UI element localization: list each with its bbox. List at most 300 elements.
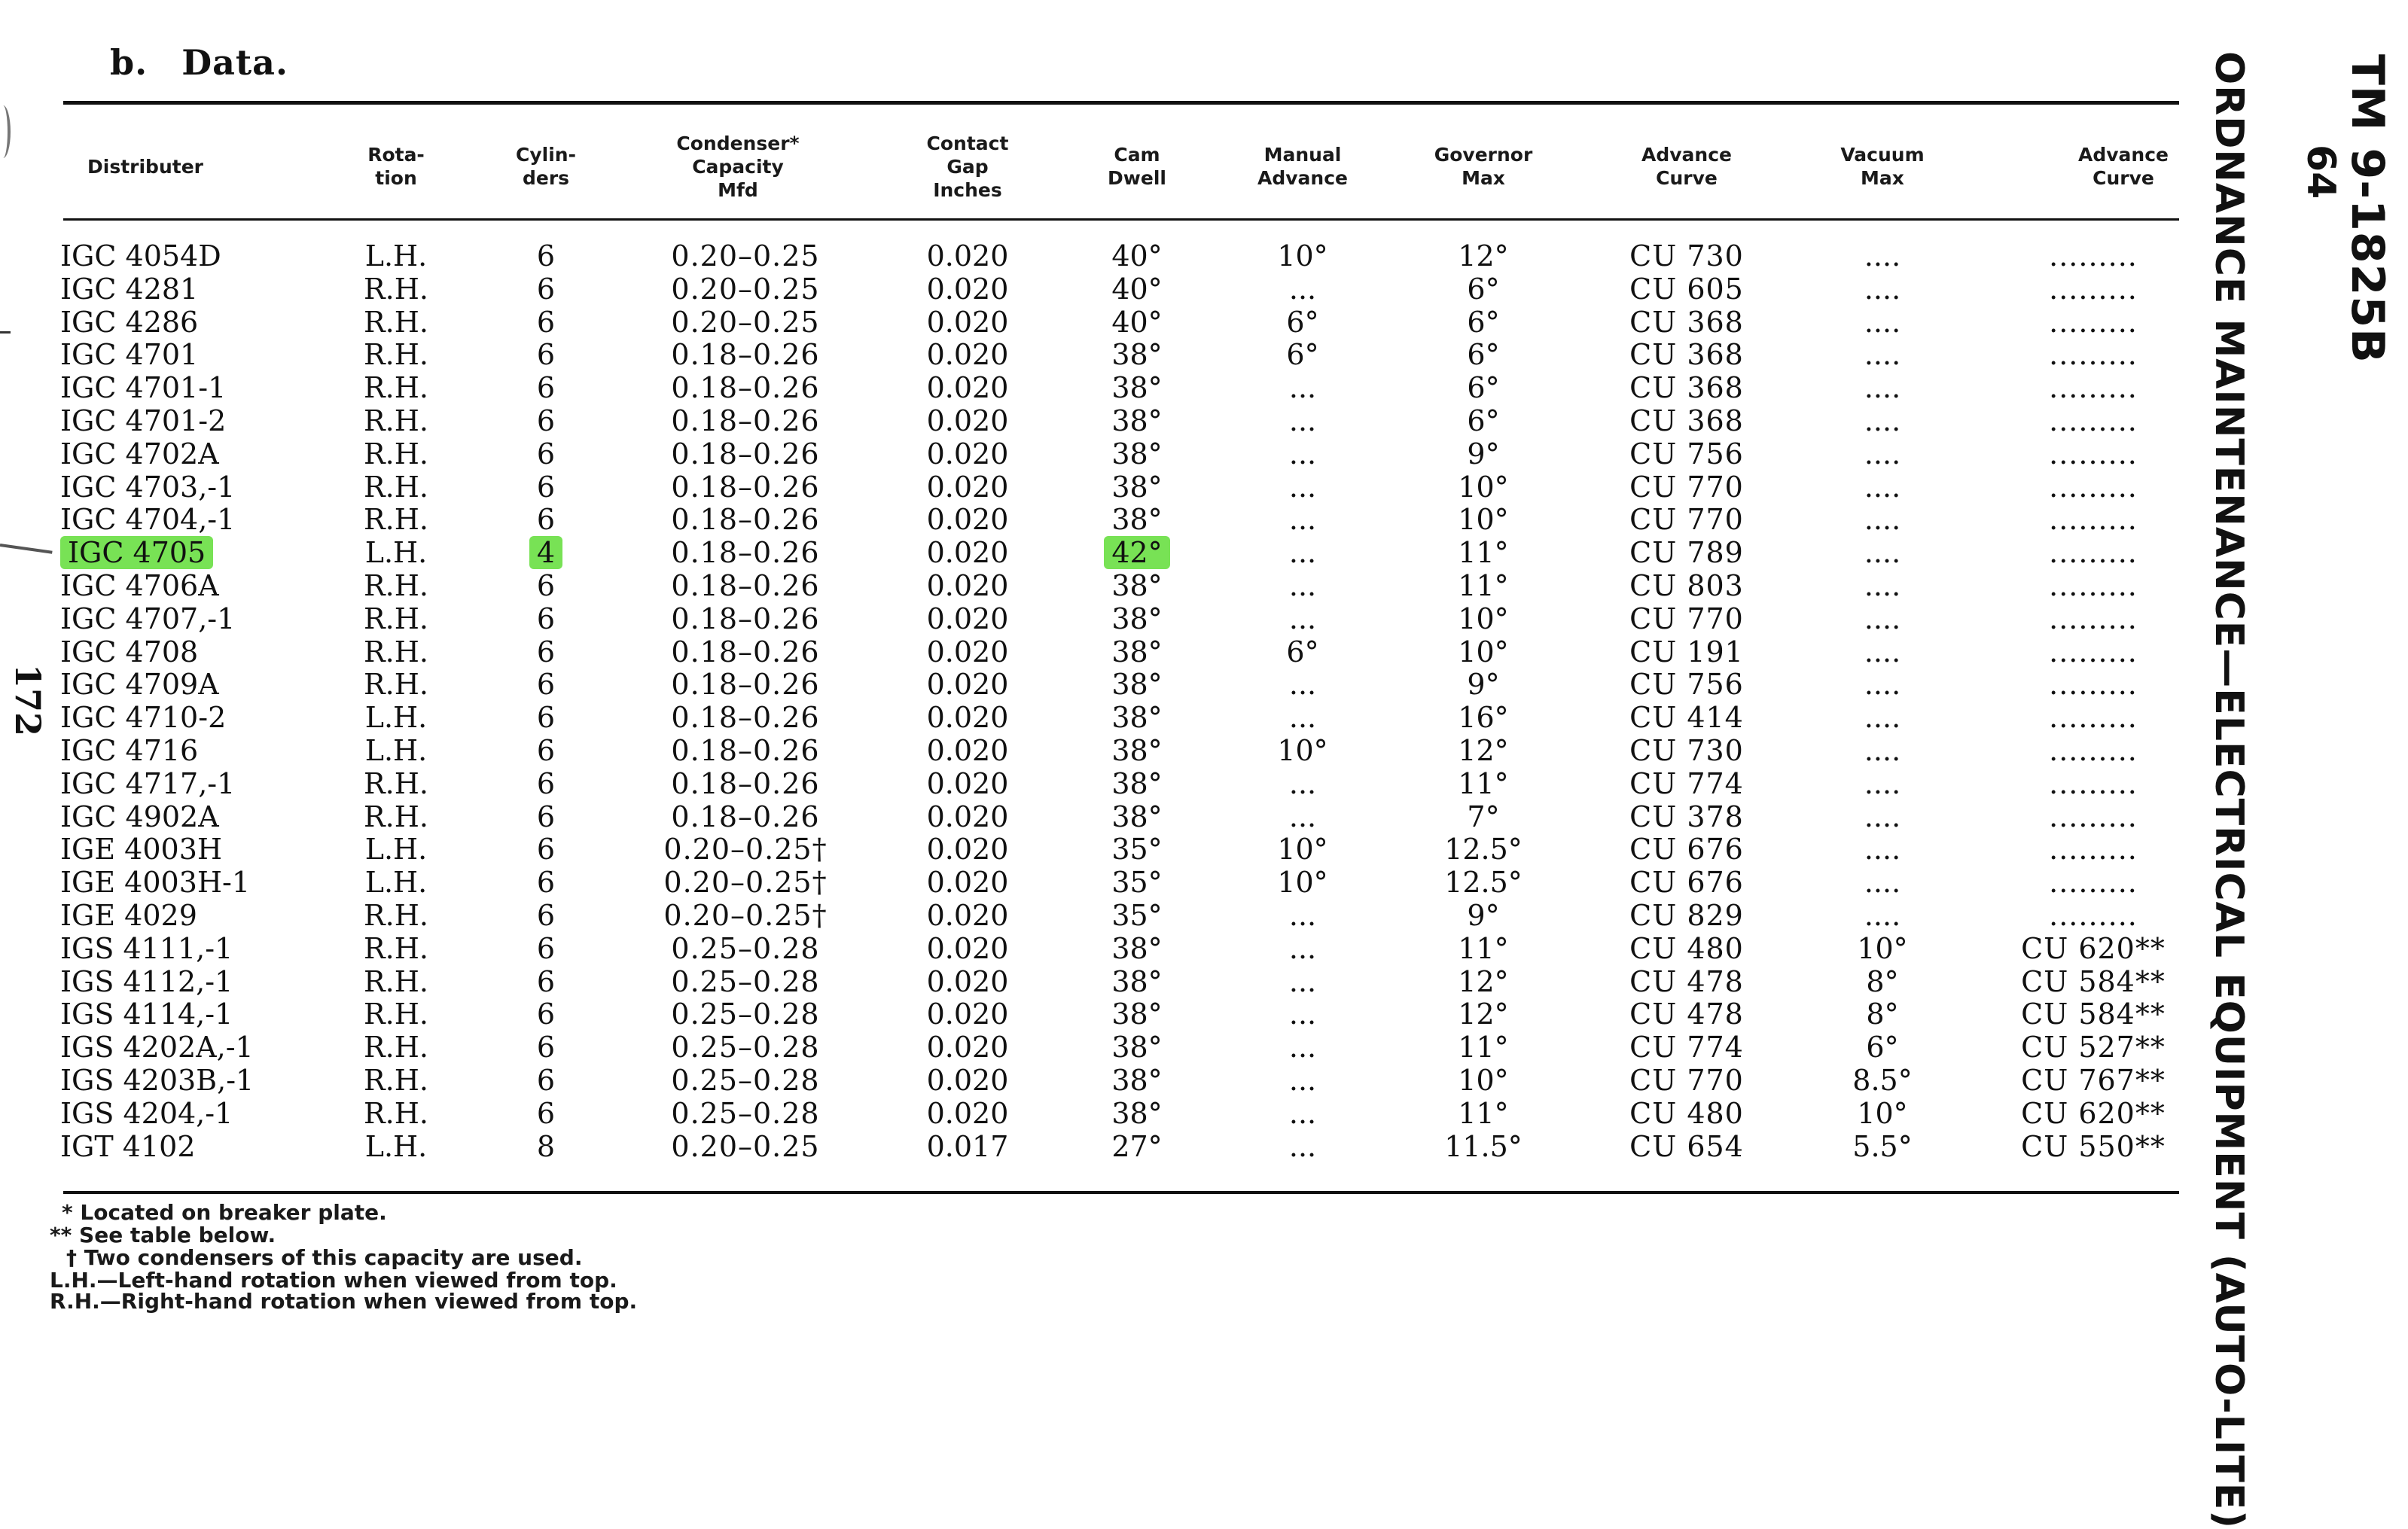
page-edge-mark <box>0 105 11 158</box>
cell-manual <box>1220 306 1385 339</box>
cell-condenser <box>632 1064 858 1097</box>
cell-text: ... <box>1288 1031 1317 1065</box>
cell-text: 0.20–0.25† <box>663 833 828 867</box>
cell-dwell <box>1062 437 1212 471</box>
cell-dwell <box>1062 471 1212 504</box>
cell-gap <box>881 1097 1054 1130</box>
cell-vcurve <box>1988 998 2199 1031</box>
cell-text: CU 191 <box>1629 635 1744 669</box>
cell-curve <box>1604 1064 1769 1097</box>
cell-distributor <box>60 1130 286 1163</box>
cell-text: CU 368 <box>1629 338 1744 372</box>
cell-text: CU 368 <box>1629 305 1744 339</box>
cell-text: ......... <box>2049 305 2138 339</box>
cell-text: L.H. <box>364 866 428 900</box>
cell-text: 0.25–0.28 <box>671 1031 820 1065</box>
cell-vacuum <box>1800 833 1965 866</box>
cell-text: IGC 4710-2 <box>60 701 227 735</box>
cell-rotation <box>336 932 456 965</box>
cell-text: 6° <box>1467 305 1500 339</box>
cell-text: 0.20–0.25† <box>663 866 828 900</box>
table-row <box>0 899 2184 932</box>
cell-dwell <box>1062 899 1212 932</box>
cell-cylinders <box>482 668 610 701</box>
cell-text: IGT 4102 <box>60 1129 196 1163</box>
cell-text: 0.020 <box>926 964 1009 998</box>
cell-vacuum <box>1800 602 1965 635</box>
cell-manual <box>1220 471 1385 504</box>
cell-manual <box>1220 569 1385 602</box>
cell-dwell <box>1062 1130 1212 1163</box>
cell-distributor <box>60 338 286 371</box>
cell-distributor <box>60 899 286 932</box>
cell-dwell <box>1062 800 1212 833</box>
cell-text: ... <box>1288 536 1317 570</box>
cell-text: R.H. <box>364 668 428 702</box>
cell-vacuum <box>1800 932 1965 965</box>
cell-dwell <box>1062 569 1212 602</box>
cell-dwell <box>1062 306 1212 339</box>
cell-text: .... <box>1864 536 1901 570</box>
cell-text: R.H. <box>364 1064 428 1097</box>
cell-text: CU 478 <box>1629 964 1744 998</box>
cell-curve <box>1604 471 1769 504</box>
cell-distributor <box>60 1097 286 1130</box>
cell-curve <box>1604 569 1769 602</box>
cell-vcurve <box>1988 1031 2199 1064</box>
cell-rotation <box>336 569 456 602</box>
cell-governor <box>1393 404 1574 437</box>
cell-cylinders <box>482 239 610 273</box>
cell-text: 6 <box>536 866 556 900</box>
cell-text: 0.25–0.28 <box>671 964 820 998</box>
cell-text: 12° <box>1458 239 1509 273</box>
cell-text: 6 <box>536 1064 556 1097</box>
cell-manual <box>1220 239 1385 273</box>
column-header-cam-dwell: Cam Dwell <box>1108 144 1166 189</box>
cell-vcurve <box>1988 734 2199 767</box>
cell-text: 6 <box>536 503 556 537</box>
cell-manual <box>1220 437 1385 471</box>
cell-distributor <box>60 701 286 734</box>
cell-text: 0.20–0.25 <box>671 1129 820 1163</box>
cell-dwell <box>1062 998 1212 1031</box>
cell-text: CU 829 <box>1629 899 1744 932</box>
cell-text: CU 770 <box>1629 602 1744 635</box>
cell-condenser <box>632 866 858 899</box>
cell-text: 0.017 <box>926 1129 1009 1163</box>
cell-text: .... <box>1864 437 1901 471</box>
cell-gap <box>881 899 1054 932</box>
cell-text: 12.5° <box>1444 866 1523 900</box>
cell-text: ......... <box>2049 371 2138 405</box>
cell-text: 35° <box>1111 899 1163 932</box>
cell-text: 6 <box>536 470 556 504</box>
cell-condenser <box>632 503 858 536</box>
cell-cylinders <box>482 404 610 437</box>
cell-governor <box>1393 635 1574 669</box>
cell-condenser <box>632 1130 858 1163</box>
cell-text: CU 770 <box>1629 503 1744 537</box>
cell-manual <box>1220 833 1385 866</box>
cell-text: IGC 4701-2 <box>60 404 227 437</box>
cell-governor <box>1393 1064 1574 1097</box>
manual-id-text <box>2289 0 2402 452</box>
cell-text: 0.020 <box>926 1031 1009 1065</box>
cell-text: 0.18–0.26 <box>671 470 820 504</box>
cell-text: 42° <box>1104 536 1169 569</box>
cell-text: 0.020 <box>926 866 1009 900</box>
cell-text: 38° <box>1111 1096 1163 1130</box>
cell-vacuum <box>1800 273 1965 306</box>
cell-text: ......... <box>2049 239 2138 273</box>
cell-vcurve <box>1988 800 2199 833</box>
cell-text: .... <box>1864 239 1901 273</box>
cell-text: 27° <box>1111 1129 1163 1163</box>
cell-text: 0.18–0.26 <box>671 569 820 602</box>
cell-text: ......... <box>2049 668 2138 702</box>
cell-gap <box>881 833 1054 866</box>
cell-condenser <box>632 471 858 504</box>
cell-vacuum <box>1800 1031 1965 1064</box>
cell-text: 0.020 <box>926 701 1009 735</box>
cell-rotation <box>336 1031 456 1064</box>
table-row <box>0 503 2184 536</box>
cell-condenser <box>632 800 858 833</box>
cell-text: 38° <box>1111 701 1163 735</box>
table-header-rule <box>63 218 2179 221</box>
cell-text: .... <box>1864 569 1901 602</box>
cell-text: 10° <box>1857 931 1908 965</box>
cell-text: 0.25–0.28 <box>671 1064 820 1097</box>
cell-text: 6 <box>536 998 556 1031</box>
cell-curve <box>1604 273 1769 306</box>
cell-text: IGC 4704,-1 <box>60 503 236 537</box>
cell-text: IGC 4902A <box>60 800 219 833</box>
manual-number: TM 9-1825B <box>2341 54 2394 364</box>
cell-text: ......... <box>2049 701 2138 735</box>
cell-text: CU 789 <box>1629 536 1744 570</box>
cell-condenser <box>632 306 858 339</box>
cell-text: ......... <box>2049 503 2138 537</box>
cell-text: 6° <box>1467 338 1500 372</box>
cell-vcurve <box>1988 1130 2199 1163</box>
cell-distributor <box>60 569 286 602</box>
cell-governor <box>1393 569 1574 602</box>
cell-text: ......... <box>2049 833 2138 867</box>
cell-text: ... <box>1288 602 1317 635</box>
cell-dwell <box>1062 833 1212 866</box>
cell-dwell <box>1062 1031 1212 1064</box>
cell-text: 6 <box>536 305 556 339</box>
table-row <box>0 965 2184 998</box>
cell-text: IGC 4707,-1 <box>60 602 236 635</box>
cell-curve <box>1604 998 1769 1031</box>
cell-text: 10° <box>1277 239 1328 273</box>
cell-governor <box>1393 1031 1574 1064</box>
cell-gap <box>881 602 1054 635</box>
cell-text: 0.020 <box>926 371 1009 405</box>
cell-text: L.H. <box>364 734 428 767</box>
cell-rotation <box>336 1130 456 1163</box>
cell-rotation <box>336 602 456 635</box>
cell-text: 6 <box>536 635 556 669</box>
cell-vacuum <box>1800 866 1965 899</box>
cell-distributor <box>60 734 286 767</box>
cell-cylinders <box>482 1064 610 1097</box>
cell-dwell <box>1062 1097 1212 1130</box>
cell-condenser <box>632 371 858 404</box>
cell-text: 38° <box>1111 1031 1163 1065</box>
cell-vacuum <box>1800 734 1965 767</box>
cell-text: ......... <box>2049 734 2138 767</box>
cell-text: ... <box>1288 998 1317 1031</box>
cell-text: 0.020 <box>926 635 1009 669</box>
cell-text: 4 <box>529 536 562 569</box>
cell-governor <box>1393 306 1574 339</box>
cell-text: R.H. <box>364 964 428 998</box>
cell-text: 0.020 <box>926 766 1009 800</box>
cell-text: R.H. <box>364 602 428 635</box>
cell-text: CU 767** <box>2021 1064 2166 1097</box>
cell-distributor <box>60 833 286 866</box>
cell-manual <box>1220 1097 1385 1130</box>
cell-gap <box>881 866 1054 899</box>
cell-rotation <box>336 471 456 504</box>
cell-text: 6° <box>1286 305 1319 339</box>
cell-governor <box>1393 1130 1574 1163</box>
cell-text: .... <box>1864 635 1901 669</box>
cell-text: IGS 4204,-1 <box>60 1096 233 1130</box>
cell-text: 0.18–0.26 <box>671 734 820 767</box>
cell-distributor <box>60 668 286 701</box>
cell-text: IGC 4717,-1 <box>60 766 236 800</box>
cell-condenser <box>632 932 858 965</box>
cell-text: IGC 4701 <box>60 338 199 372</box>
cell-text: .... <box>1864 800 1901 833</box>
cell-rotation <box>336 866 456 899</box>
cell-text: 7° <box>1467 800 1500 833</box>
cell-manual <box>1220 734 1385 767</box>
cell-text: 8° <box>1866 998 1899 1031</box>
cell-distributor <box>60 371 286 404</box>
cell-text: IGS 4112,-1 <box>60 964 233 998</box>
cell-rotation <box>336 668 456 701</box>
cell-cylinders <box>482 866 610 899</box>
cell-text: CU 730 <box>1629 734 1744 767</box>
cell-dwell <box>1062 536 1212 569</box>
cell-curve <box>1604 701 1769 734</box>
cell-text: 38° <box>1111 668 1163 702</box>
cell-text: 10° <box>1458 1064 1509 1097</box>
cell-text: 0.18–0.26 <box>671 701 820 735</box>
cell-condenser <box>632 965 858 998</box>
cell-curve <box>1604 866 1769 899</box>
cell-manual <box>1220 965 1385 998</box>
section-title: Data. <box>181 42 288 83</box>
cell-curve <box>1604 503 1769 536</box>
cell-vcurve <box>1988 965 2199 998</box>
cell-text: 38° <box>1111 766 1163 800</box>
cell-governor <box>1393 536 1574 569</box>
cell-text: 11.5° <box>1444 1129 1523 1163</box>
cell-text: CU 480 <box>1629 931 1744 965</box>
cell-text: .... <box>1864 338 1901 372</box>
cell-text: R.H. <box>364 437 428 471</box>
cell-text: CU 803 <box>1629 569 1744 602</box>
table-row <box>0 1097 2184 1130</box>
cell-vacuum <box>1800 767 1965 800</box>
cell-curve <box>1604 404 1769 437</box>
table-row <box>0 635 2184 669</box>
cell-text: CU 480 <box>1629 1096 1744 1130</box>
cell-rotation <box>336 635 456 669</box>
cell-rotation <box>336 701 456 734</box>
cell-gap <box>881 273 1054 306</box>
cell-rotation <box>336 437 456 471</box>
cell-distributor <box>60 239 286 273</box>
cell-dwell <box>1062 932 1212 965</box>
cell-gap <box>881 800 1054 833</box>
cell-manual <box>1220 404 1385 437</box>
cell-gap <box>881 569 1054 602</box>
cell-vacuum <box>1800 635 1965 669</box>
cell-governor <box>1393 602 1574 635</box>
cell-text: CU 730 <box>1629 239 1744 273</box>
cell-text: IGE 4003H-1 <box>60 866 251 900</box>
cell-text: 0.020 <box>926 800 1009 833</box>
table-row <box>0 1130 2184 1163</box>
cell-curve <box>1604 338 1769 371</box>
cell-text: 38° <box>1111 338 1163 372</box>
cell-text: 0.020 <box>926 668 1009 702</box>
table-top-rule <box>63 101 2179 105</box>
cell-condenser <box>632 767 858 800</box>
cell-text: 0.020 <box>926 470 1009 504</box>
cell-text: 6° <box>1866 1031 1899 1065</box>
cell-text: ......... <box>2049 404 2138 437</box>
table-row <box>0 1031 2184 1064</box>
cell-text: CU 774 <box>1629 1031 1744 1065</box>
cell-dwell <box>1062 371 1212 404</box>
cell-text: CU 478 <box>1629 998 1744 1031</box>
cell-text: CU 378 <box>1629 800 1744 833</box>
cell-dwell <box>1062 767 1212 800</box>
cell-dwell <box>1062 338 1212 371</box>
cell-text: ... <box>1288 1064 1317 1097</box>
cell-dwell <box>1062 503 1212 536</box>
cell-text: 0.18–0.26 <box>671 602 820 635</box>
cell-text: 0.18–0.26 <box>671 437 820 471</box>
cell-text: 6° <box>1286 635 1319 669</box>
cell-rotation <box>336 899 456 932</box>
cell-text: .... <box>1864 701 1901 735</box>
cell-text: 10° <box>1458 503 1509 537</box>
cell-gap <box>881 536 1054 569</box>
cell-text: IGC 4709A <box>60 668 219 702</box>
table-row <box>0 668 2184 701</box>
cell-vacuum <box>1800 1097 1965 1130</box>
cell-text: .... <box>1864 833 1901 867</box>
cell-text: ......... <box>2049 899 2138 932</box>
cell-text: CU 756 <box>1629 668 1744 702</box>
cell-text: 0.18–0.26 <box>671 338 820 372</box>
cell-text: 6 <box>536 1031 556 1065</box>
cell-vcurve <box>1988 338 2199 371</box>
cell-distributor <box>60 273 286 306</box>
cell-vcurve <box>1988 1064 2199 1097</box>
cell-text: 6 <box>536 800 556 833</box>
cell-text: L.H. <box>364 1129 428 1163</box>
cell-vacuum <box>1800 701 1965 734</box>
table-row <box>0 701 2184 734</box>
cell-text: 38° <box>1111 635 1163 669</box>
cell-text: 6 <box>536 734 556 767</box>
cell-vcurve <box>1988 767 2199 800</box>
cell-text: 6 <box>536 1096 556 1130</box>
cell-manual <box>1220 701 1385 734</box>
cell-text: IGC 4054D <box>60 239 221 273</box>
cell-governor <box>1393 932 1574 965</box>
table-bottom-rule <box>63 1191 2179 1194</box>
cell-vacuum <box>1800 998 1965 1031</box>
cell-text: R.H. <box>364 503 428 537</box>
cell-curve <box>1604 767 1769 800</box>
cell-text: R.H. <box>364 1031 428 1065</box>
cell-condenser <box>632 701 858 734</box>
cell-manual <box>1220 602 1385 635</box>
cell-text: CU 527** <box>2021 1031 2166 1065</box>
cell-manual <box>1220 899 1385 932</box>
cell-text: .... <box>1864 602 1901 635</box>
cell-vcurve <box>1988 833 2199 866</box>
cell-text: 0.20–0.25 <box>671 239 820 273</box>
footnote: ** See table below. <box>50 1223 276 1247</box>
footnote: * Located on breaker plate. <box>62 1200 387 1225</box>
cell-rotation <box>336 306 456 339</box>
cell-text: CU 368 <box>1629 404 1744 437</box>
cell-text: IGC 4281 <box>60 272 199 306</box>
cell-vcurve <box>1988 404 2199 437</box>
cell-text: 6 <box>536 371 556 405</box>
cell-vacuum <box>1800 437 1965 471</box>
cell-text: R.H. <box>364 931 428 965</box>
cell-text: 12° <box>1458 734 1509 767</box>
cell-dwell <box>1062 404 1212 437</box>
cell-text: 38° <box>1111 404 1163 437</box>
cell-text: 0.020 <box>926 338 1009 372</box>
cell-gap <box>881 932 1054 965</box>
cell-gap <box>881 635 1054 669</box>
cell-vacuum <box>1800 965 1965 998</box>
cell-vcurve <box>1988 866 2199 899</box>
cell-text: 6 <box>536 899 556 932</box>
cell-vacuum <box>1800 306 1965 339</box>
cell-text: R.H. <box>364 305 428 339</box>
cell-text: ......... <box>2049 766 2138 800</box>
cell-gap <box>881 338 1054 371</box>
table-row <box>0 371 2184 404</box>
cell-text: 0.020 <box>926 239 1009 273</box>
cell-manual <box>1220 536 1385 569</box>
cell-text: ......... <box>2049 536 2138 570</box>
cell-text: R.H. <box>364 371 428 405</box>
cell-text: .... <box>1864 899 1901 932</box>
cell-cylinders <box>482 536 610 569</box>
cell-cylinders <box>482 1130 610 1163</box>
paragraph-number: 64 <box>2298 145 2343 200</box>
cell-text: 10° <box>1277 866 1328 900</box>
